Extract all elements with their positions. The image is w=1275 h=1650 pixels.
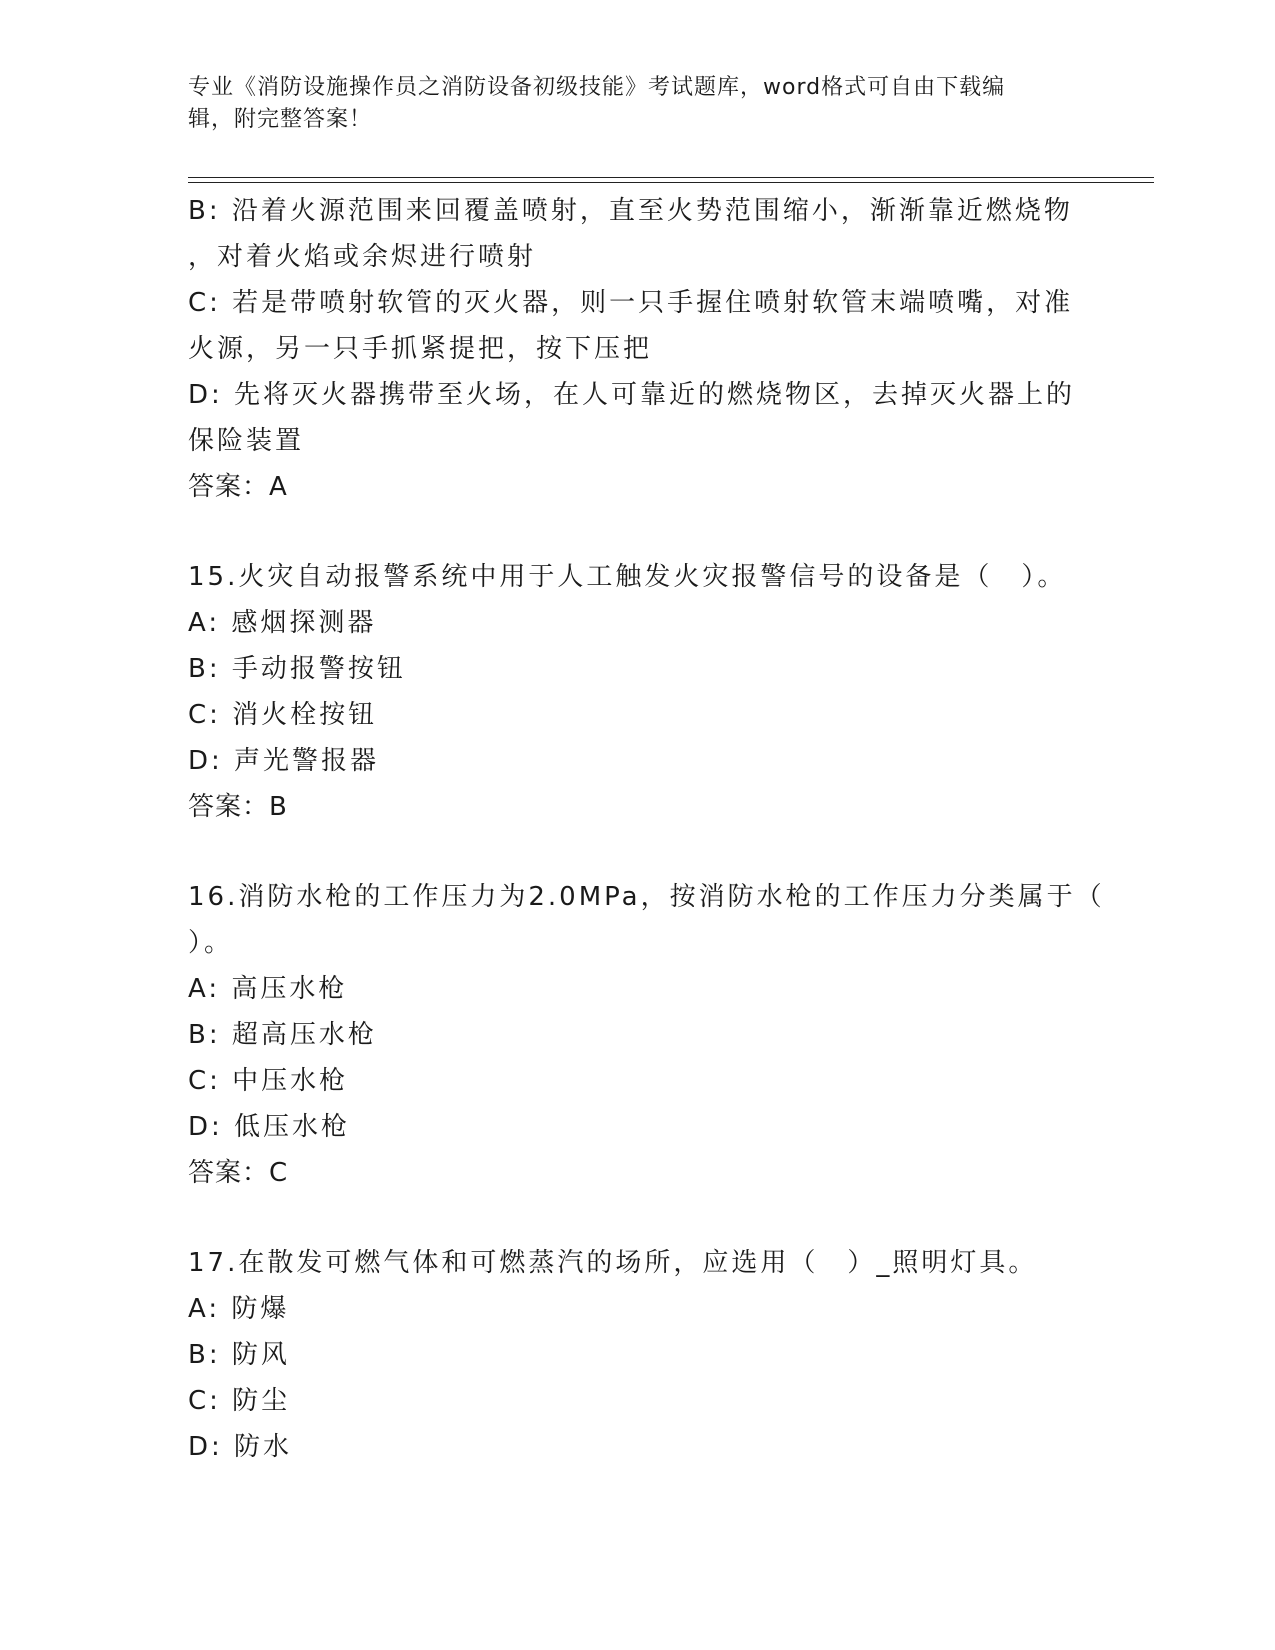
answer-16: 答案：C [188, 1158, 289, 1188]
question-content [188, 188, 1105, 1470]
header-divider-top [188, 177, 1154, 178]
answer-15: 答案：B [188, 792, 288, 822]
header-line-2: 辑，附完整答案！ [188, 107, 373, 132]
option-b-line-1: B: 沿着火源范围来回覆盖喷射，直至火势范围缩小，渐渐靠近燃烧物 [188, 196, 1073, 226]
question-16-text-line-2: ）。 [188, 928, 234, 958]
option-d-line-1: D: 先将灭火器携带至火场，在人可靠近的燃烧物区，去掉灭火器上的 [188, 380, 1076, 410]
option-c-line-1: C: 若是带喷射软管的灭火器，则一只手握住喷射软管末端喷嘴，对准 [188, 288, 1074, 318]
question-16-option-b: B: 超高压水枪 [188, 1020, 377, 1050]
question-15 [188, 554, 1088, 830]
question-14-options [188, 188, 1088, 510]
question-15-option-d: D: 声光警报器 [188, 746, 380, 776]
answer-14: 答案：A [188, 472, 288, 502]
question-16-option-a: A: 高压水枪 [188, 974, 348, 1004]
question-17-option-a: A: 防爆 [188, 1294, 290, 1324]
question-17-text: 17.在散发可燃气体和可燃蒸汽的场所，应选用（ ）_照明灯具。 [188, 1248, 1038, 1278]
spacer [188, 830, 1088, 874]
question-16-option-d: D: 低压水枪 [188, 1112, 351, 1142]
option-c-line-2: 火源，另一只手抓紧提把，按下压把 [188, 334, 653, 364]
question-15-option-c: C: 消火栓按钮 [188, 700, 378, 730]
question-17-option-d: D: 防水 [188, 1432, 293, 1462]
question-16-option-c: C: 中压水枪 [188, 1066, 349, 1096]
question-16-text-line-1: 16.消防水枪的工作压力为2.0MPa，按消防水枪的工作压力分类属于（ [188, 882, 1105, 912]
header-line-1: 专业《消防设施操作员之消防设备初级技能》考试题库，word格式可自由下载编 [188, 75, 1006, 100]
question-15-text: 15.火灾自动报警系统中用于人工触发火灾报警信号的设备是（ ）。 [188, 562, 1067, 592]
question-15-option-b: B: 手动报警按钮 [188, 654, 406, 684]
question-15-option-a: A: 感烟探测器 [188, 608, 377, 638]
question-17-option-c: C: 防尘 [188, 1386, 291, 1416]
spacer [188, 510, 1088, 554]
page-header [188, 72, 1068, 136]
header-divider-bottom [188, 182, 1154, 183]
option-b-line-2: ，对着火焰或余烬进行喷射 [188, 242, 537, 272]
question-17-option-b: B: 防风 [188, 1340, 290, 1370]
spacer [188, 1196, 1088, 1240]
option-d-line-2: 保险装置 [188, 426, 305, 456]
question-16 [188, 874, 1105, 1196]
question-17 [188, 1240, 1088, 1470]
